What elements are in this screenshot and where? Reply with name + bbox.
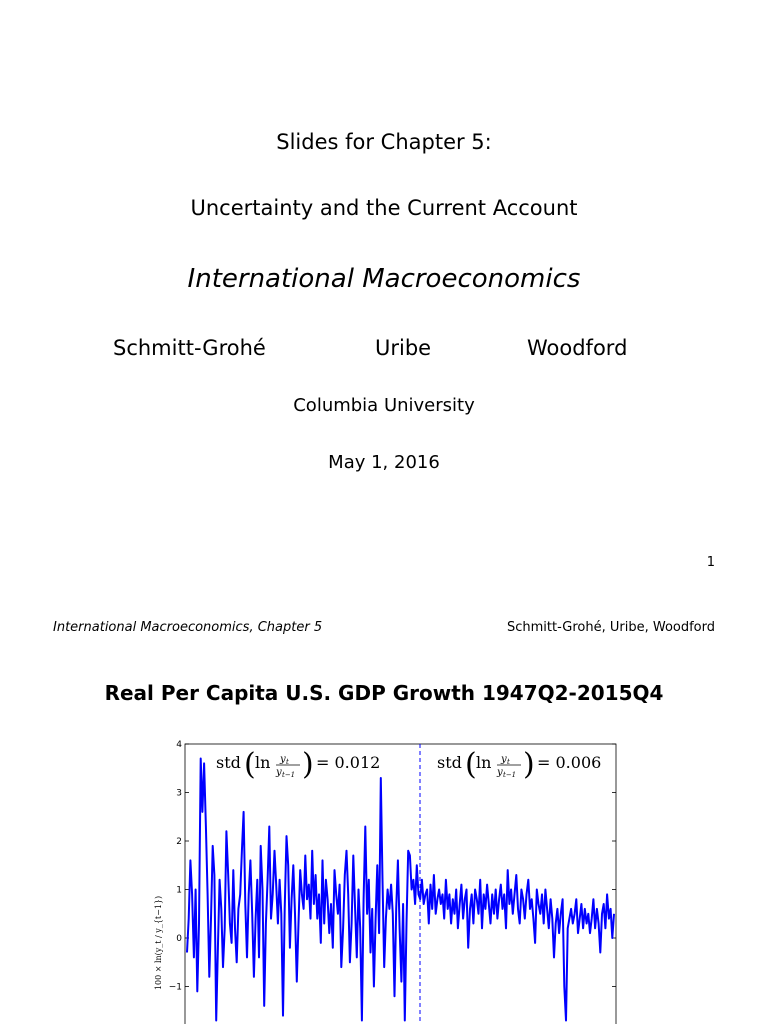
paren-left: ( (244, 747, 256, 782)
annotation-ln: ln (255, 753, 271, 772)
y-tick-label: 4 (176, 740, 182, 750)
slide-subtitle: Uncertainty and the Current Account (190, 196, 578, 220)
book-title: International Macroeconomics (187, 264, 581, 294)
annotation-den: y (276, 767, 282, 778)
annotation-den: y (497, 767, 503, 778)
annotation-den-sub: t−1 (503, 771, 517, 779)
annotation-std-right (437, 747, 601, 782)
annotation-std-left (216, 747, 380, 782)
paren-left: ( (465, 747, 477, 782)
running-header-right: Schmitt-Grohé, Uribe, Woodford (507, 620, 715, 635)
y-tick-label: 0 (176, 934, 182, 944)
annotation-value: = 0.012 (316, 753, 381, 772)
annotation-num-sub: t (507, 758, 510, 766)
page-number: 1 (706, 555, 715, 570)
slide-date: May 1, 2016 (328, 452, 440, 473)
paren-right: ) (302, 747, 314, 782)
y-tick-label: −1 (168, 982, 182, 993)
annotation-std-prefix: std (437, 753, 462, 772)
university: Columbia University (293, 395, 475, 416)
chart-title: Real Per Capita U.S. GDP Growth 1947Q2-2015Q4 (104, 681, 664, 705)
annotation-num: y (501, 754, 507, 765)
paren-right: ) (523, 747, 535, 782)
annotation-std-prefix: std (216, 753, 241, 772)
annotation-num: y (280, 754, 286, 765)
series-line-gdp-growth (187, 759, 614, 1021)
annotation-den-sub: t−1 (282, 771, 296, 779)
y-axis-label: 100 × ln(y_t / y_{t−1}) (154, 895, 163, 991)
annotation-num-sub: t (286, 758, 289, 766)
annotation-ln: ln (476, 753, 492, 772)
annotation-value: = 0.006 (537, 753, 602, 772)
y-tick-label: 1 (176, 885, 182, 896)
y-tick-label: 2 (176, 837, 182, 847)
author-woodford: Woodford (527, 336, 628, 360)
author-schmitt-grohe: Schmitt-Grohé (113, 336, 266, 360)
author-uribe: Uribe (375, 336, 432, 360)
slide-title: Slides for Chapter 5: (276, 130, 492, 154)
y-tick-label: 3 (176, 788, 182, 799)
running-header-left: International Macroeconomics, Chapter 5 (53, 620, 323, 635)
